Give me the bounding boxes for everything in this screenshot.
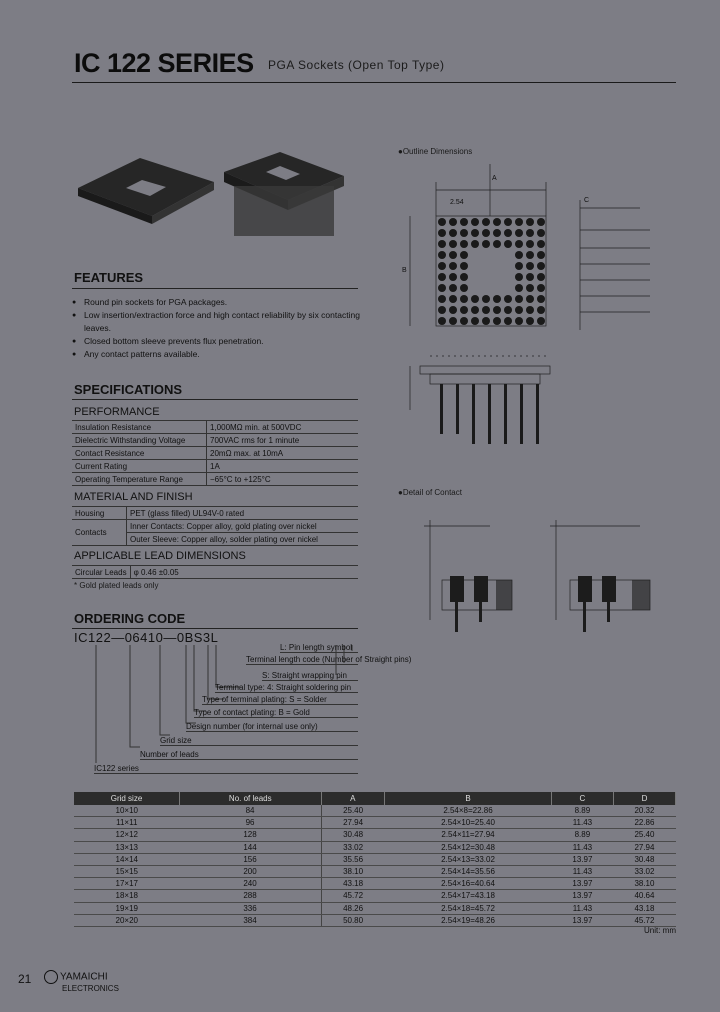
pin-hole xyxy=(449,251,457,259)
pin-hole xyxy=(537,251,545,259)
features-list xyxy=(72,296,362,361)
lead-table xyxy=(72,565,358,579)
pin-hole xyxy=(493,229,501,237)
spec-value: 20mΩ max. at 10mA xyxy=(207,447,359,460)
table-cell: 18×18 xyxy=(74,890,180,902)
material-table xyxy=(72,506,358,546)
pin-hole xyxy=(504,306,512,314)
table-row xyxy=(74,817,676,829)
table-cell: 14×14 xyxy=(74,853,180,865)
col-header: A xyxy=(321,792,385,805)
pin-hole xyxy=(515,229,523,237)
table-cell: 288 xyxy=(180,890,322,902)
table-cell: 11.43 xyxy=(551,841,613,853)
pin-hole xyxy=(471,229,479,237)
pin-hole xyxy=(526,218,534,226)
pin-hole xyxy=(537,317,545,325)
table-cell: 12×12 xyxy=(74,829,180,841)
feature-item: ● Low insertion/extraction force and high contact reliability by six contacting leaves. xyxy=(72,309,362,335)
table-cell: 11.43 xyxy=(551,865,613,877)
feature-item: ● Any contact patterns available. xyxy=(72,348,362,361)
table-cell: 128 xyxy=(180,829,322,841)
pin-hole xyxy=(537,306,545,314)
table-cell: 384 xyxy=(180,914,322,926)
table-cell: 25.40 xyxy=(321,805,385,817)
detail-drawing xyxy=(410,510,670,650)
pin-hole xyxy=(449,317,457,325)
pin-hole xyxy=(438,284,446,292)
pin-hole xyxy=(504,218,512,226)
pin-hole xyxy=(504,229,512,237)
table-cell: 20.32 xyxy=(613,805,675,817)
table-cell: 2.54×8=22.86 xyxy=(385,805,552,817)
ordering-line: Type of terminal plating: S = Solder xyxy=(202,695,358,705)
brand-subname: ELECTRONICS xyxy=(62,984,119,993)
pin-hole xyxy=(515,317,523,325)
pin-hole xyxy=(526,251,534,259)
pin-hole xyxy=(449,262,457,270)
pin-hole xyxy=(449,284,457,292)
outline-drawing xyxy=(400,160,680,460)
pin-hole xyxy=(438,229,446,237)
spec-key: Contacts xyxy=(72,520,127,546)
pin-hole xyxy=(449,295,457,303)
ordering-line: Type of contact plating: B = Gold xyxy=(194,708,358,718)
specifications-heading: SPECIFICATIONS xyxy=(74,382,183,397)
table-cell: 27.94 xyxy=(321,817,385,829)
lead-heading: APPLICABLE LEAD DIMENSIONS xyxy=(74,550,246,562)
table-cell: 2.54×17=43.18 xyxy=(385,890,552,902)
table-cell: 27.94 xyxy=(613,841,675,853)
spec-row xyxy=(72,447,358,460)
pin-hole xyxy=(515,218,523,226)
ordering-heading: ORDERING CODE xyxy=(74,611,186,626)
table-cell: 33.02 xyxy=(321,841,385,853)
pin-hole xyxy=(449,240,457,248)
product-photos xyxy=(74,150,364,250)
table-cell: 13.97 xyxy=(551,890,613,902)
pin-hole xyxy=(526,306,534,314)
col-header: B xyxy=(385,792,552,805)
col-header: Grid size xyxy=(74,792,180,805)
spec-key: Dielectric Withstanding Voltage xyxy=(72,434,207,447)
brand-name: YAMAICHI xyxy=(60,971,108,983)
spec-value: 1A xyxy=(207,460,359,473)
table-cell: 11×11 xyxy=(74,817,180,829)
table-cell: 2.54×10=25.40 xyxy=(385,817,552,829)
table-cell: 48.26 xyxy=(321,902,385,914)
page-number: 21 xyxy=(18,972,32,986)
ordering-line: Number of leads xyxy=(140,750,358,760)
pin-grid xyxy=(438,218,545,325)
table-cell: 43.18 xyxy=(613,902,675,914)
dim-label-b: B xyxy=(402,267,407,274)
ordering-line: L: Pin length symbol xyxy=(280,643,358,653)
pin-hole xyxy=(438,317,446,325)
pin-hole xyxy=(460,262,468,270)
ordering-line: Design number (for internal use only) xyxy=(186,722,358,732)
pin-hole xyxy=(526,262,534,270)
pin-hole xyxy=(493,317,501,325)
feature-item: ● Closed bottom sleeve prevents flux penetration. xyxy=(72,335,362,348)
pin-hole xyxy=(460,240,468,248)
pin-hole xyxy=(460,251,468,259)
pin-hole xyxy=(438,262,446,270)
table-cell: 38.10 xyxy=(613,878,675,890)
table-cell: 45.72 xyxy=(613,914,675,926)
pin-hole xyxy=(449,306,457,314)
table-row xyxy=(74,914,676,926)
performance-table xyxy=(72,420,358,486)
pin-hole xyxy=(526,273,534,281)
table-cell: 13.97 xyxy=(551,853,613,865)
table-cell: 38.10 xyxy=(321,865,385,877)
socket-photo-top xyxy=(78,158,214,224)
spec-row xyxy=(72,434,358,447)
pin-hole xyxy=(449,273,457,281)
dim-label-c: C xyxy=(584,197,590,204)
unit-note: Unit: mm xyxy=(644,926,676,935)
pin-hole xyxy=(482,240,490,248)
pin-hole xyxy=(537,229,545,237)
spec-row xyxy=(72,421,358,434)
specifications-rule xyxy=(72,399,358,400)
table-cell: 2.54×11=27.94 xyxy=(385,829,552,841)
ordering-code: IC122—06410—0BS3L xyxy=(74,630,219,645)
detail-title: ●Detail of Contact xyxy=(398,488,462,497)
table-cell: 2.54×16=40.64 xyxy=(385,878,552,890)
pin-hole xyxy=(482,317,490,325)
spec-value: 1,000MΩ min. at 500VDC xyxy=(207,421,359,434)
pin-hole xyxy=(515,273,523,281)
table-cell: 17×17 xyxy=(74,878,180,890)
pin-hole xyxy=(537,273,545,281)
ordering-rule xyxy=(72,628,358,629)
table-cell: 15×15 xyxy=(74,865,180,877)
ordering-line: Terminal length code (Number of Straight pins) xyxy=(246,655,412,664)
material-heading: MATERIAL AND FINISH xyxy=(74,491,193,503)
table-header-row xyxy=(74,792,676,805)
outline-title: ●Outline Dimensions xyxy=(398,147,473,156)
table-cell: 30.48 xyxy=(321,829,385,841)
table-cell: 20×20 xyxy=(74,914,180,926)
spec-key: Insulation Resistance xyxy=(72,421,207,434)
pin-hole xyxy=(515,240,523,248)
pin-hole xyxy=(460,317,468,325)
dim-label-a: A xyxy=(492,175,497,182)
table-cell: 11.43 xyxy=(551,902,613,914)
pin-hole xyxy=(460,306,468,314)
lead-note: * Gold plated leads only xyxy=(74,581,159,590)
table-cell: 2.54×13=33.02 xyxy=(385,853,552,865)
table-cell: 40.64 xyxy=(613,890,675,902)
table-cell: 45.72 xyxy=(321,890,385,902)
table-cell: 156 xyxy=(180,853,322,865)
pin-hole xyxy=(537,295,545,303)
spec-row xyxy=(72,473,358,486)
pin-hole xyxy=(482,229,490,237)
col-header: D xyxy=(613,792,675,805)
spec-key: Housing xyxy=(72,507,127,520)
table-cell: 50.80 xyxy=(321,914,385,926)
spec-key: Operating Temperature Range xyxy=(72,473,207,486)
table-cell: 96 xyxy=(180,817,322,829)
spec-value: −65°C to +125°C xyxy=(207,473,359,486)
pin-hole xyxy=(449,229,457,237)
pin-hole xyxy=(482,295,490,303)
table-cell: 13.97 xyxy=(551,914,613,926)
pin-hole xyxy=(460,218,468,226)
table-row xyxy=(74,878,676,890)
pin-hole xyxy=(504,317,512,325)
pin-hole xyxy=(526,240,534,248)
pin-hole xyxy=(526,284,534,292)
pin-hole xyxy=(471,240,479,248)
pin-hole xyxy=(460,229,468,237)
spec-value: Outer Sleeve: Copper alloy, solder plating over nickel xyxy=(127,533,359,546)
col-header: C xyxy=(551,792,613,805)
title-rule xyxy=(72,82,676,83)
pin-hole xyxy=(438,306,446,314)
table-cell: 22.86 xyxy=(613,817,675,829)
pin-hole xyxy=(471,317,479,325)
pin-hole xyxy=(471,306,479,314)
pin-hole xyxy=(493,295,501,303)
table-cell: 144 xyxy=(180,841,322,853)
table-cell: 25.40 xyxy=(613,829,675,841)
spec-key: Contact Resistance xyxy=(72,447,207,460)
col-header: No. of leads xyxy=(180,792,322,805)
pin-hole xyxy=(526,295,534,303)
spec-value: PET (glass filled) UL94V-0 rated xyxy=(127,507,359,520)
table-cell: 10×10 xyxy=(74,805,180,817)
table-cell: 2.54×19=48.26 xyxy=(385,914,552,926)
feature-item: ● Round pin sockets for PGA packages. xyxy=(72,296,362,309)
pin-hole xyxy=(504,240,512,248)
spec-row xyxy=(72,460,358,473)
pin-hole xyxy=(438,218,446,226)
pin-hole xyxy=(515,306,523,314)
table-cell: 35.56 xyxy=(321,853,385,865)
pin-hole xyxy=(493,306,501,314)
brand-logo xyxy=(44,970,119,994)
pin-hole xyxy=(504,295,512,303)
pin-hole xyxy=(438,273,446,281)
pin-hole xyxy=(537,240,545,248)
table-row xyxy=(74,890,676,902)
socket-photo-angled xyxy=(224,152,344,236)
table-row xyxy=(74,853,676,865)
pin-hole xyxy=(526,317,534,325)
features-heading: FEATURES xyxy=(74,270,144,285)
pin-hole xyxy=(438,295,446,303)
features-rule xyxy=(72,288,358,289)
pin-hole xyxy=(438,240,446,248)
page-title: IC 122 SERIES xyxy=(74,48,254,78)
pin-hole xyxy=(460,273,468,281)
table-cell: 8.89 xyxy=(551,829,613,841)
ordering-line: Grid size xyxy=(160,736,358,746)
table-cell: 2.54×18=45.72 xyxy=(385,902,552,914)
table-cell: 30.48 xyxy=(613,853,675,865)
brand-logo-icon xyxy=(44,970,58,984)
pitch-label: 2.54 xyxy=(450,199,464,206)
pin-hole xyxy=(515,295,523,303)
pin-hole xyxy=(515,251,523,259)
pin-hole xyxy=(460,284,468,292)
pin-hole xyxy=(515,262,523,270)
table-cell: 43.18 xyxy=(321,878,385,890)
table-cell: 13×13 xyxy=(74,841,180,853)
pin-hole xyxy=(537,284,545,292)
table-cell: 240 xyxy=(180,878,322,890)
pin-hole xyxy=(537,218,545,226)
page-subtitle: PGA Sockets (Open Top Type) xyxy=(268,58,445,72)
pin-hole xyxy=(526,229,534,237)
pin-hole xyxy=(460,295,468,303)
spec-key: Circular Leads xyxy=(72,566,130,579)
table-row xyxy=(74,865,676,877)
table-cell: 200 xyxy=(180,865,322,877)
ordering-line: IC122 series xyxy=(94,764,358,774)
pin-hole xyxy=(515,284,523,292)
pin-hole xyxy=(471,218,479,226)
table-cell: 33.02 xyxy=(613,865,675,877)
pin-hole xyxy=(471,295,479,303)
pin-hole xyxy=(482,218,490,226)
spec-value: Inner Contacts: Copper alloy, gold plating over nickel xyxy=(127,520,359,533)
spec-key: Current Rating xyxy=(72,460,207,473)
table-cell: 19×19 xyxy=(74,902,180,914)
table-row xyxy=(74,805,676,817)
dimension-table xyxy=(74,792,676,927)
pin-hole xyxy=(438,251,446,259)
pin-hole xyxy=(493,218,501,226)
performance-heading: PERFORMANCE xyxy=(74,406,160,418)
table-cell: 11.43 xyxy=(551,817,613,829)
pin-hole xyxy=(482,306,490,314)
table-row xyxy=(74,829,676,841)
pin-hole xyxy=(449,218,457,226)
side-pins xyxy=(440,384,539,444)
table-cell: 336 xyxy=(180,902,322,914)
table-cell: 8.89 xyxy=(551,805,613,817)
table-cell: 2.54×14=35.56 xyxy=(385,865,552,877)
spec-value: φ 0.46 ±0.05 xyxy=(130,566,358,579)
spec-value: 700VAC rms for 1 minute xyxy=(207,434,359,447)
table-cell: 2.54×12=30.48 xyxy=(385,841,552,853)
pin-hole xyxy=(537,262,545,270)
table-cell: 84 xyxy=(180,805,322,817)
ordering-line: Terminal type: 4: Straight soldering pin xyxy=(215,683,358,693)
table-row xyxy=(74,841,676,853)
table-cell: 13.97 xyxy=(551,878,613,890)
ordering-line: S: Straight wrapping pin xyxy=(262,671,358,681)
pin-hole xyxy=(493,240,501,248)
table-row xyxy=(74,902,676,914)
